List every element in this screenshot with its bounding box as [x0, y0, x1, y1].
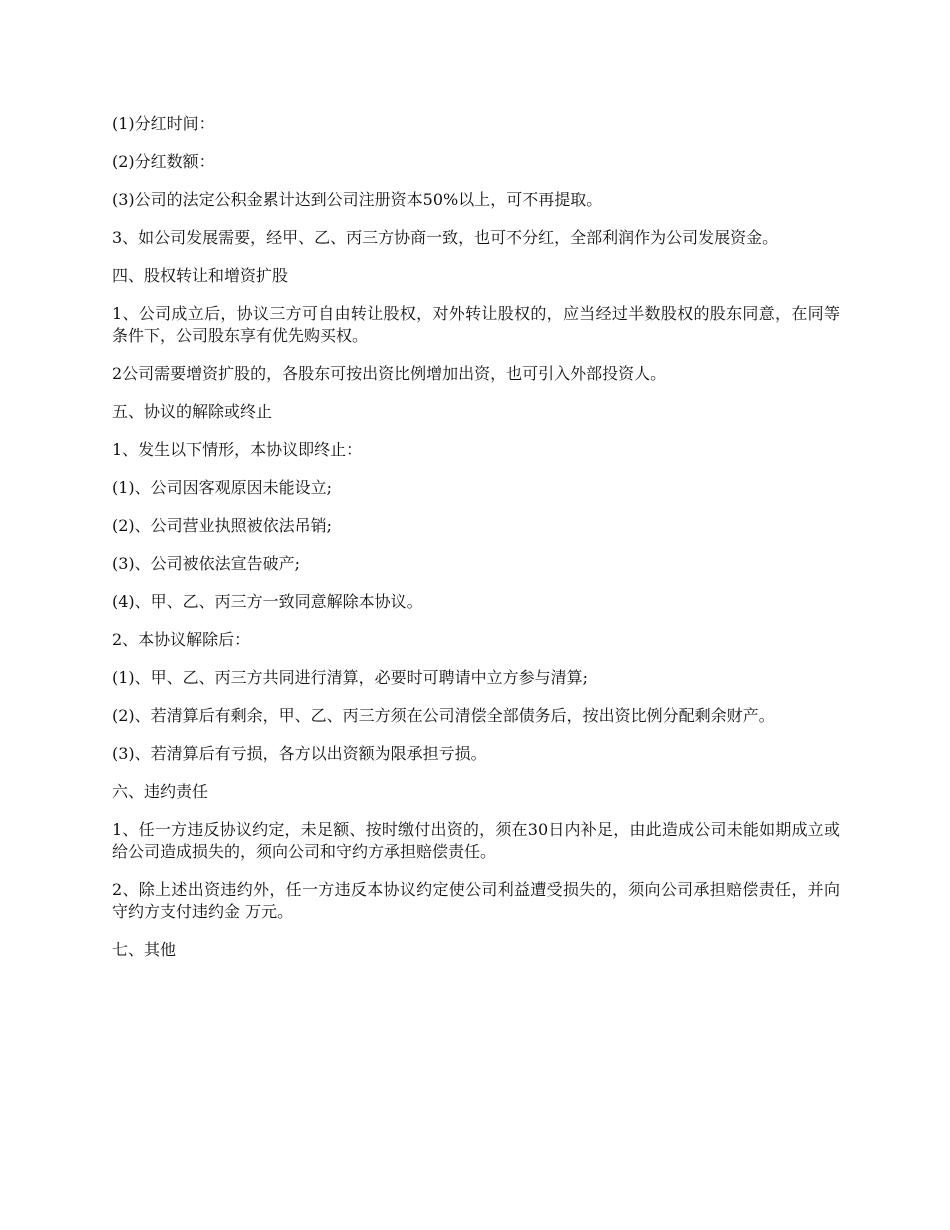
list-item-termination-1: (1)、公司因客观原因未能设立;: [112, 478, 333, 497]
list-item-termination-4: (4)、甲、乙、丙三方一致同意解除本协议。: [112, 592, 423, 611]
clause-capital-increase: 2公司需要增资扩股的，各股东可按出资比例增加出资，也可引入外部投资人。: [112, 364, 667, 383]
document-body: [112, 113, 840, 977]
clause-equity-transfer: 1、公司成立后，协议三方可自由转让股权，对外转让股权的，应当经过半数股权的股东同意，在同等条件下，公司股东享有优先购买权。: [112, 304, 840, 345]
clause-statutory-reserve: (3)公司的法定公积金累计达到公司注册资本50%以上，可不再提取。: [112, 190, 603, 209]
clause-dividend-amount: (2)分红数额：: [112, 152, 215, 171]
clause-liability-capital: 1、任一方违反协议约定，未足额、按时缴付出资的，须在30日内补足，由此造成公司未能如期成立或给公司造成损失的，须向公司和守约方承担赔偿责任。: [112, 820, 840, 861]
clause-after-termination: 2、本协议解除后：: [112, 630, 251, 649]
section-heading-other: 七、其他: [112, 940, 177, 959]
clause-termination-conditions: 1、发生以下情形，本协议即终止：: [112, 440, 363, 459]
clause-dividend-time: (1)分红时间：: [112, 114, 215, 133]
section-heading-liability: 六、违约责任: [112, 782, 209, 801]
list-item-liquidation-1: (1)、甲、乙、丙三方共同进行清算，必要时可聘请中立方参与清算;: [112, 668, 589, 687]
list-item-liquidation-3: (3)、若清算后有亏损，各方以出资额为限承担亏损。: [112, 744, 487, 763]
section-heading-equity-transfer: 四、股权转让和增资扩股: [112, 266, 289, 285]
clause-liability-other: 2、除上述出资违约外，任一方违反本协议约定使公司利益遭受损失的，须向公司承担赔偿责任，并向守约方支付违约金 万元。: [112, 880, 840, 921]
section-heading-termination: 五、协议的解除或终止: [112, 402, 273, 421]
list-item-termination-2: (2)、公司营业执照被依法吊销;: [112, 516, 333, 535]
clause-no-dividend: 3、如公司发展需要，经甲、乙、丙三方协商一致，也可不分红，全部利润作为公司发展资金。: [112, 228, 779, 247]
list-item-liquidation-2: (2)、若清算后有剩余，甲、乙、丙三方须在公司清偿全部债务后，按出资比例分配剩余财产。: [112, 706, 775, 725]
list-item-termination-3: (3)、公司被依法宣告破产;: [112, 554, 301, 573]
